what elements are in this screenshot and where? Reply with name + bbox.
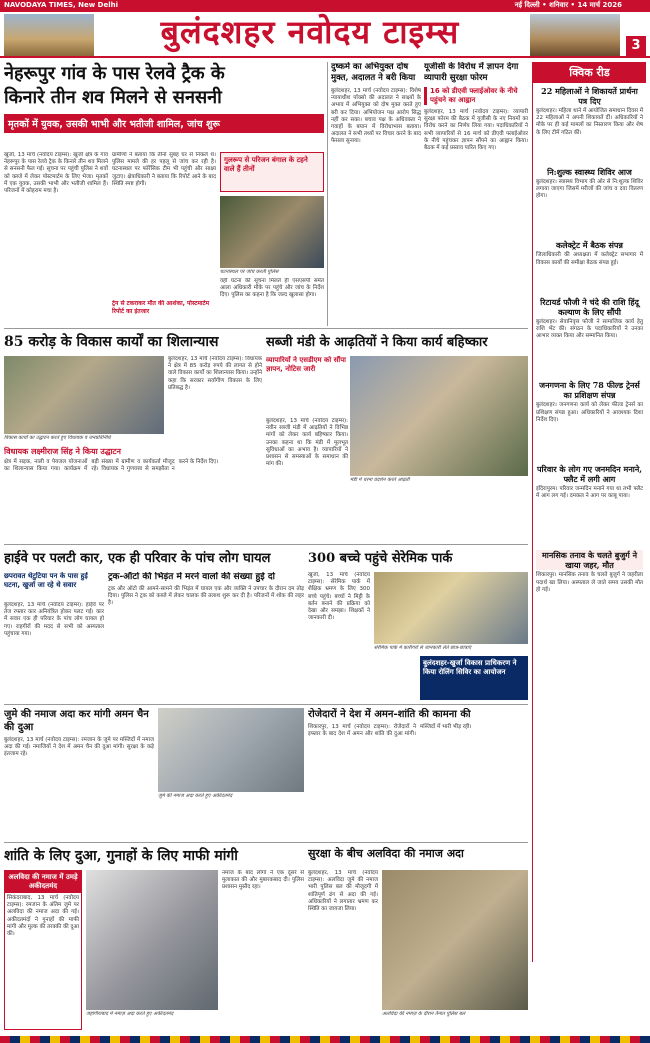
truck-headline: ट्रक-ऑटो की भिड़ंत में मरने वालों की संख्या हुई दो [108, 572, 275, 582]
ceramic-photo-caption: सेरेमिक पार्क में कारीगरों से जानकारी लेते छात्र-छात्राएं [374, 645, 472, 651]
lead-photo [220, 196, 324, 268]
quick-body-7: शिकारपुर। मानसिक तनाव के चलते बुजुर्ग ने जहरीला पदार्थ खा लिया। अस्पताल ले जाते समय उसकी मौत हो गई। [536, 572, 643, 593]
dev-sub-block [4, 446, 262, 540]
quick-body-3: जिलाधिकारी की अध्यक्षता में कलेक्ट्रेट सभागार में विकास कार्यों की समीक्षा बैठक संपन्न हुई। [536, 252, 643, 266]
lead-inset-head: गुलरूप से परिजन बंगाल के टहने वाले हैं तीनों [224, 156, 308, 173]
ceramic-body: खुर्जा, 13 मार्च (नवोदय टाइम्स): सेरेमिक पार्क में शैक्षिक भ्रमण के लिए 300 बच्चे पहुंचे। बच्चों ने मिट्टी के बर्तन बनाने की प्रक्रिया को देखा और समझा। शिक्षकों ने जानकारी दी। [308, 572, 370, 622]
lead-body-1: खुर्जा, 13 मार्च (नवोदय टाइम्स): खुर्जा क्षेत्र के गांव नेहरूपुर के पास रेलवे ट्रैक के किनारे तीन शव मिलने से सनसनी फैल गई। सूचना पर पहुंची पुलिस ने शवों को कब्जे में लेकर पोस्टमार्टम के लिए भेजा। मृतकों में एक युवक, उसकी भाभी और भतीजी शामिल हैं। परिजनों में कोहराम मचा है। [4, 152, 108, 195]
section-rule [4, 328, 528, 329]
quick-body-1: बुलंदशहर। महिला थाने में आयोजित समाधान दिवस में 22 महिलाओं ने अपनी शिकायतें दीं। अधिकारियों ने मौके पर ही कई मामलों का निस्तारण किया और शेष के लिए टीमें गठित कीं। [536, 108, 643, 136]
roza-headline: रोजेदारों ने देश में अमन-शांति की कामना की [308, 709, 471, 720]
quick-read-sidebar [532, 62, 646, 962]
jumma-headline: जुमे की नमाज अदा कर मांगी अमन चैन की दुआ [4, 709, 149, 733]
alvida-photo [382, 870, 528, 1010]
lead-headline-1: नेहरूपुर गांव के पास रेलवे ट्रैक के [4, 63, 225, 84]
alvida-box-head: अलविदा की नमाज में उमड़े अकीदतमंद [5, 871, 81, 893]
truck-body: ट्रक और ऑटो की आमने-सामने की भिड़ंत में घायल एक और व्यक्ति ने उपचार के दौरान दम तोड़ दिया। पुलिस ने ट्रक को कब्जे में लेकर चालक की तलाश शुरू कर दी है। परिजनों में शोक की लहर है। [108, 586, 304, 607]
quick-body-5: बुलंदशहर। जनगणना कार्य को लेकर फील्ड ट्रेनर्स का प्रशिक्षण संपन्न हुआ। अधिकारियों ने आवश्यक दिशा निर्देश दिए। [536, 402, 643, 423]
quick-head-3: कलेक्ट्रेट में बैठक संपन्न [555, 240, 623, 251]
jumma-photo-caption: जुमे की नमाज अदा करते हुए अकीदतमंद [158, 793, 233, 799]
quick-body-6: इंदिरापुरम। परिवार जन्मदिन मनाने गया था तभी फ्लैट में आग लग गई। दमकल ने आग पर काबू पाया। [536, 486, 643, 500]
mandi-photo-caption: मंडी में धरना प्रदर्शन करते आढ़ती [350, 477, 410, 483]
mandi-photo [350, 356, 528, 476]
dev-body-mid: क्षेत्र में सड़क, नाली व पेयजल योजनाओं का शिलान्यास किया गया। कार्यक्रम में बड़ी संख्या में ग्रामीण व कार्यकर्ता मौजूद रहे। विधायक ने गुणवत्ता से समझौता न करने के निर्देश दिए। [4, 459, 219, 473]
lead-headline-block [4, 62, 324, 148]
ugc-headline: यूजीसी के विरोध में ज्ञापन देगा व्यापारी सुरक्षा फोरम [424, 62, 519, 83]
quick-body-4: बुलंदशहर। सेवानिवृत्त फौजी ने सामाजिक कार्य हेतु राशि भेंट की। संगठन के पदाधिकारियों ने उनका आभार व्यक्त किया और सम्मानित किया। [536, 318, 643, 340]
lead-side-note: ट्रेन से टकराकर मौत की आशंका, पोस्टमार्टम रिपोर्ट का इंतजार [112, 300, 210, 315]
quick-head-4: रिटायर्ड फौजी ने चंदे की राशि हिंदू कल्याण के लिए सौंपी [540, 296, 639, 317]
quick-head-1: 22 महिलाओं ने शिकायतें प्रार्थना पत्र दिए [541, 86, 638, 106]
column-rule [327, 62, 328, 326]
ugc-story [424, 62, 528, 324]
dev-subhead: विधायक लक्ष्मीराज सिंह ने किया उद्घाटन [4, 447, 121, 456]
quick-read-title: क्विक रीड [533, 62, 646, 83]
ceramic-headline: 300 बच्चे पहुंचे सेरेमिक पार्क [308, 551, 453, 566]
masthead-title: बुलंदशहर नवोदय टाइम्स [160, 13, 460, 51]
mandi-body: बुलंदशहर, 13 मार्च (नवोदय टाइम्स): नवीन सब्जी मंडी में आढ़तियों ने विभिन्न मांगों को लेकर कार्य बहिष्कार किया। उनका कहना था कि मंडी में मूलभूत सुविधाओं का अभाव है। व्यापारियों ने प्रशासन से समस्याओं के समाधान की मांग की। [266, 418, 348, 468]
quick-head-2: नि:शुल्क स्वास्थ्य शिविर आज [547, 166, 632, 177]
quick-head-5: जनगणना के लिए 78 फील्ड ट्रेनर्स का प्रशिक्षण संपन्न [539, 380, 640, 401]
mandi-subhead: व्यापारियों ने एसडीएम को सौंपा ज्ञापन, नोटिस जारी [266, 356, 346, 373]
dua-photo-caption: जहांगीराबाद में नमाज़ अदा करते हुए अकीदतमंद [86, 1011, 174, 1017]
ugc-subhead: 16 को डीएवी फ्लाईओवर के नीचे पहुंचने का आह्वान [424, 87, 528, 105]
jumma-story [4, 708, 154, 838]
masthead-photo-left [4, 14, 94, 56]
dev-body-left: बुलंदशहर, 13 मार्च (नवोदय टाइम्स): विधायक ने क्षेत्र में 85 करोड़ रुपये की लागत से होने वाले विकास कार्यों का शिलान्यास किया। उन्होंने कहा कि सरकार सर्वांगीण विकास के लिए प्रतिबद्ध है। [168, 356, 262, 391]
accident-subhead: छपरावत थेटुटिया पन के पास हुई घटना, खुर्जा जा रहे थे सवार [4, 572, 88, 589]
lead-body-2: ग्रामीणों ने बताया कि तीनों सुबह घर से निकले थे। पुलिस मामले की हर पहलू से जांच कर रही है। घटनास्थल पर फॉरेंसिक टीम भी पहुंची और साक्ष्य जुटाए। क्षेत्राधिकारी ने बताया कि रिपोर्ट आने के बाद स्थिति स्पष्ट होगी। [112, 152, 216, 187]
masthead [0, 0, 650, 58]
authority-box: बुलंदशहर-खुर्जा विकास प्राधिकरण ने किया रोलिंग सिविर का आयोजन [420, 656, 528, 700]
truck-story [108, 572, 304, 684]
roza-story [308, 708, 528, 838]
jumma-photo [158, 708, 304, 792]
masthead-photo-right [530, 14, 620, 56]
mandi-left-block [266, 356, 348, 416]
site-name: NAVODAYA TIMES, New Delhi [4, 1, 118, 9]
section-rule-3 [4, 704, 528, 705]
alvida-box [4, 870, 82, 1030]
court-headline: दुष्कर्म का अभियुक्त दोष मुक्त, अदालत ने बरी किया [331, 62, 416, 83]
dua-photo [86, 870, 218, 1010]
mandi-banner: सब्जी मंडी के आढ़तियों ने किया कार्य बहिष्कार [266, 335, 488, 350]
court-body: बुलंदशहर, 13 मार्च (नवोदय टाइम्स): विशेष न्यायाधीश पॉक्सो की अदालत ने साक्ष्यों के अभाव में अभियुक्त को दोष मुक्त करते हुए बरी कर दिया। अभियोजन पक्ष आरोप सिद्ध नहीं कर सका। बचाव पक्ष के अधिवक्ता ने गवाहों के बयान में विरोधाभास बताया। अदालत ने सभी तथ्यों पर विचार करने के बाद फैसला सुनाया। [331, 88, 421, 145]
roza-body: शिकारपुर, 13 मार्च (नवोदय टाइम्स): रोजेदारों ने इफ्तार के बाद देश में अमन और शांति की दुआ मांगी। मस्जिदों में भारी भीड़ रही। [308, 724, 472, 738]
court-story [331, 62, 421, 324]
dev-banner: 85 करोड़ के विकास कार्यों का शिलान्यास [4, 334, 219, 350]
accident-body: बुलंदशहर, 13 मार्च (नवोदय टाइम्स): हाईवे पर तेज रफ्तार कार अनियंत्रित होकर पलट गई। कार में सवार एक ही परिवार के पांच लोग घायल हो गए। राहगीरों की मदद से सभी को अस्पताल पहुंचाया गया। [4, 602, 104, 637]
alvida-headline: सुरक्षा के बीच अलविदा की नमाज अदा [308, 847, 464, 860]
edition-date: नई दिल्ली • शनिवार • 14 मार्च 2026 [514, 1, 622, 9]
jumma-body: बुलंदशहर, 13 मार्च (नवोदय टाइम्स): रमजान के जुमे पर मस्जिदों में नमाज अदा की गई। नमाजियों ने देश में अमन चैन की दुआ मांगी। सुरक्षा के कड़े इंतजाम रहे। [4, 737, 154, 758]
footer-color-strip [0, 1036, 650, 1043]
section-rule-2 [4, 544, 528, 545]
quick-body-2: बुलंदशहर। स्वास्थ्य विभाग की ओर से नि:शुल्क शिविर लगाया जाएगा जिसमें मरीजों की जांच व दवा वितरण होगा। [536, 178, 643, 200]
dev-photo-caption: विकास कार्यों का उद्घाटन करते हुए विधायक व जनप्रतिनिधि [4, 435, 111, 441]
quick-head-7: मानसिक तनाव के चलते बुजुर्ग ने खाया जहर, मौत [536, 550, 643, 570]
dev-photo [4, 356, 164, 434]
lead-headline-2: किनारे तीन शव मिलने से सनसनी [4, 87, 222, 108]
ceramic-photo [374, 572, 528, 644]
quick-head-6: परिवार के लोग गए जनमदिन मनाने, फ्लैट में लगी आग [536, 464, 643, 485]
dua-headline: शांति के लिए दुआ, गुनाहों के लिए माफी मांगी [4, 848, 238, 864]
lead-inset-box [220, 152, 324, 192]
alvida-box-body: सिकंदराबाद, 13 मार्च (नवोदय टाइम्स): रमजान के अंतिम जुमे पर अलविदा की नमाज अदा की गई। अकीदतमंदों ने गुनाहों की माफी मांगी और मुल्क की तरक्की की दुआ की। [7, 895, 79, 938]
alvida-body: बुलंदशहर, 13 मार्च (नवोदय टाइम्स): अलविदा जुमे की नमाज भारी पुलिस बल की मौजूदगी में शांतिपूर्ण ढंग से अदा की गई। अधिकारियों ने लगातार भ्रमण कर स्थिति का जायजा लिया। [308, 870, 378, 913]
lead-photo-caption: घटनास्थल पर जांच करती पुलिस [220, 269, 279, 275]
alvida-photo-caption: अलविदा की नमाज़ के दौरान तैनात पुलिस बल [382, 1011, 466, 1017]
accident-headline: हाईवे पर पलटी कार, एक ही परिवार के पांच लोग घायल [4, 551, 271, 566]
lead-inset-body: वहीं घटना की सूचना मिलते ही एसएसपी समेत आला अधिकारी मौके पर पहुंचे और जांच के निर्देश दिए। पुलिस का कहना है कि जल्द खुलासा होगा। [220, 278, 324, 299]
dua-body: नमाज के बाद लोगों ने एक दूसरे से मुलाकात की और मुबारकबाद दी। पुलिस प्रशासन मुस्तैद रहा। [222, 870, 304, 891]
lead-subhead: मृतकों में युवक, उसकी भाभी और भतीजी शामिल, जांच शुरू [4, 114, 324, 133]
page-number: 3 [626, 36, 646, 56]
ugc-body: बुलंदशहर, 13 मार्च (नवोदय टाइम्स): व्यापारी सुरक्षा फोरम की बैठक में यूजीसी के नए नियमों का विरोध करने का निर्णय लिया गया। पदाधिकारियों ने सभी व्यापारियों से 16 मार्च को डीएवी फ्लाईओवर के नीचे पहुंचकर ज्ञापन सौंपने का आह्वान किया। बैठक में कई प्रस्ताव पारित किए गए। [424, 109, 528, 152]
section-rule-4 [4, 842, 528, 843]
